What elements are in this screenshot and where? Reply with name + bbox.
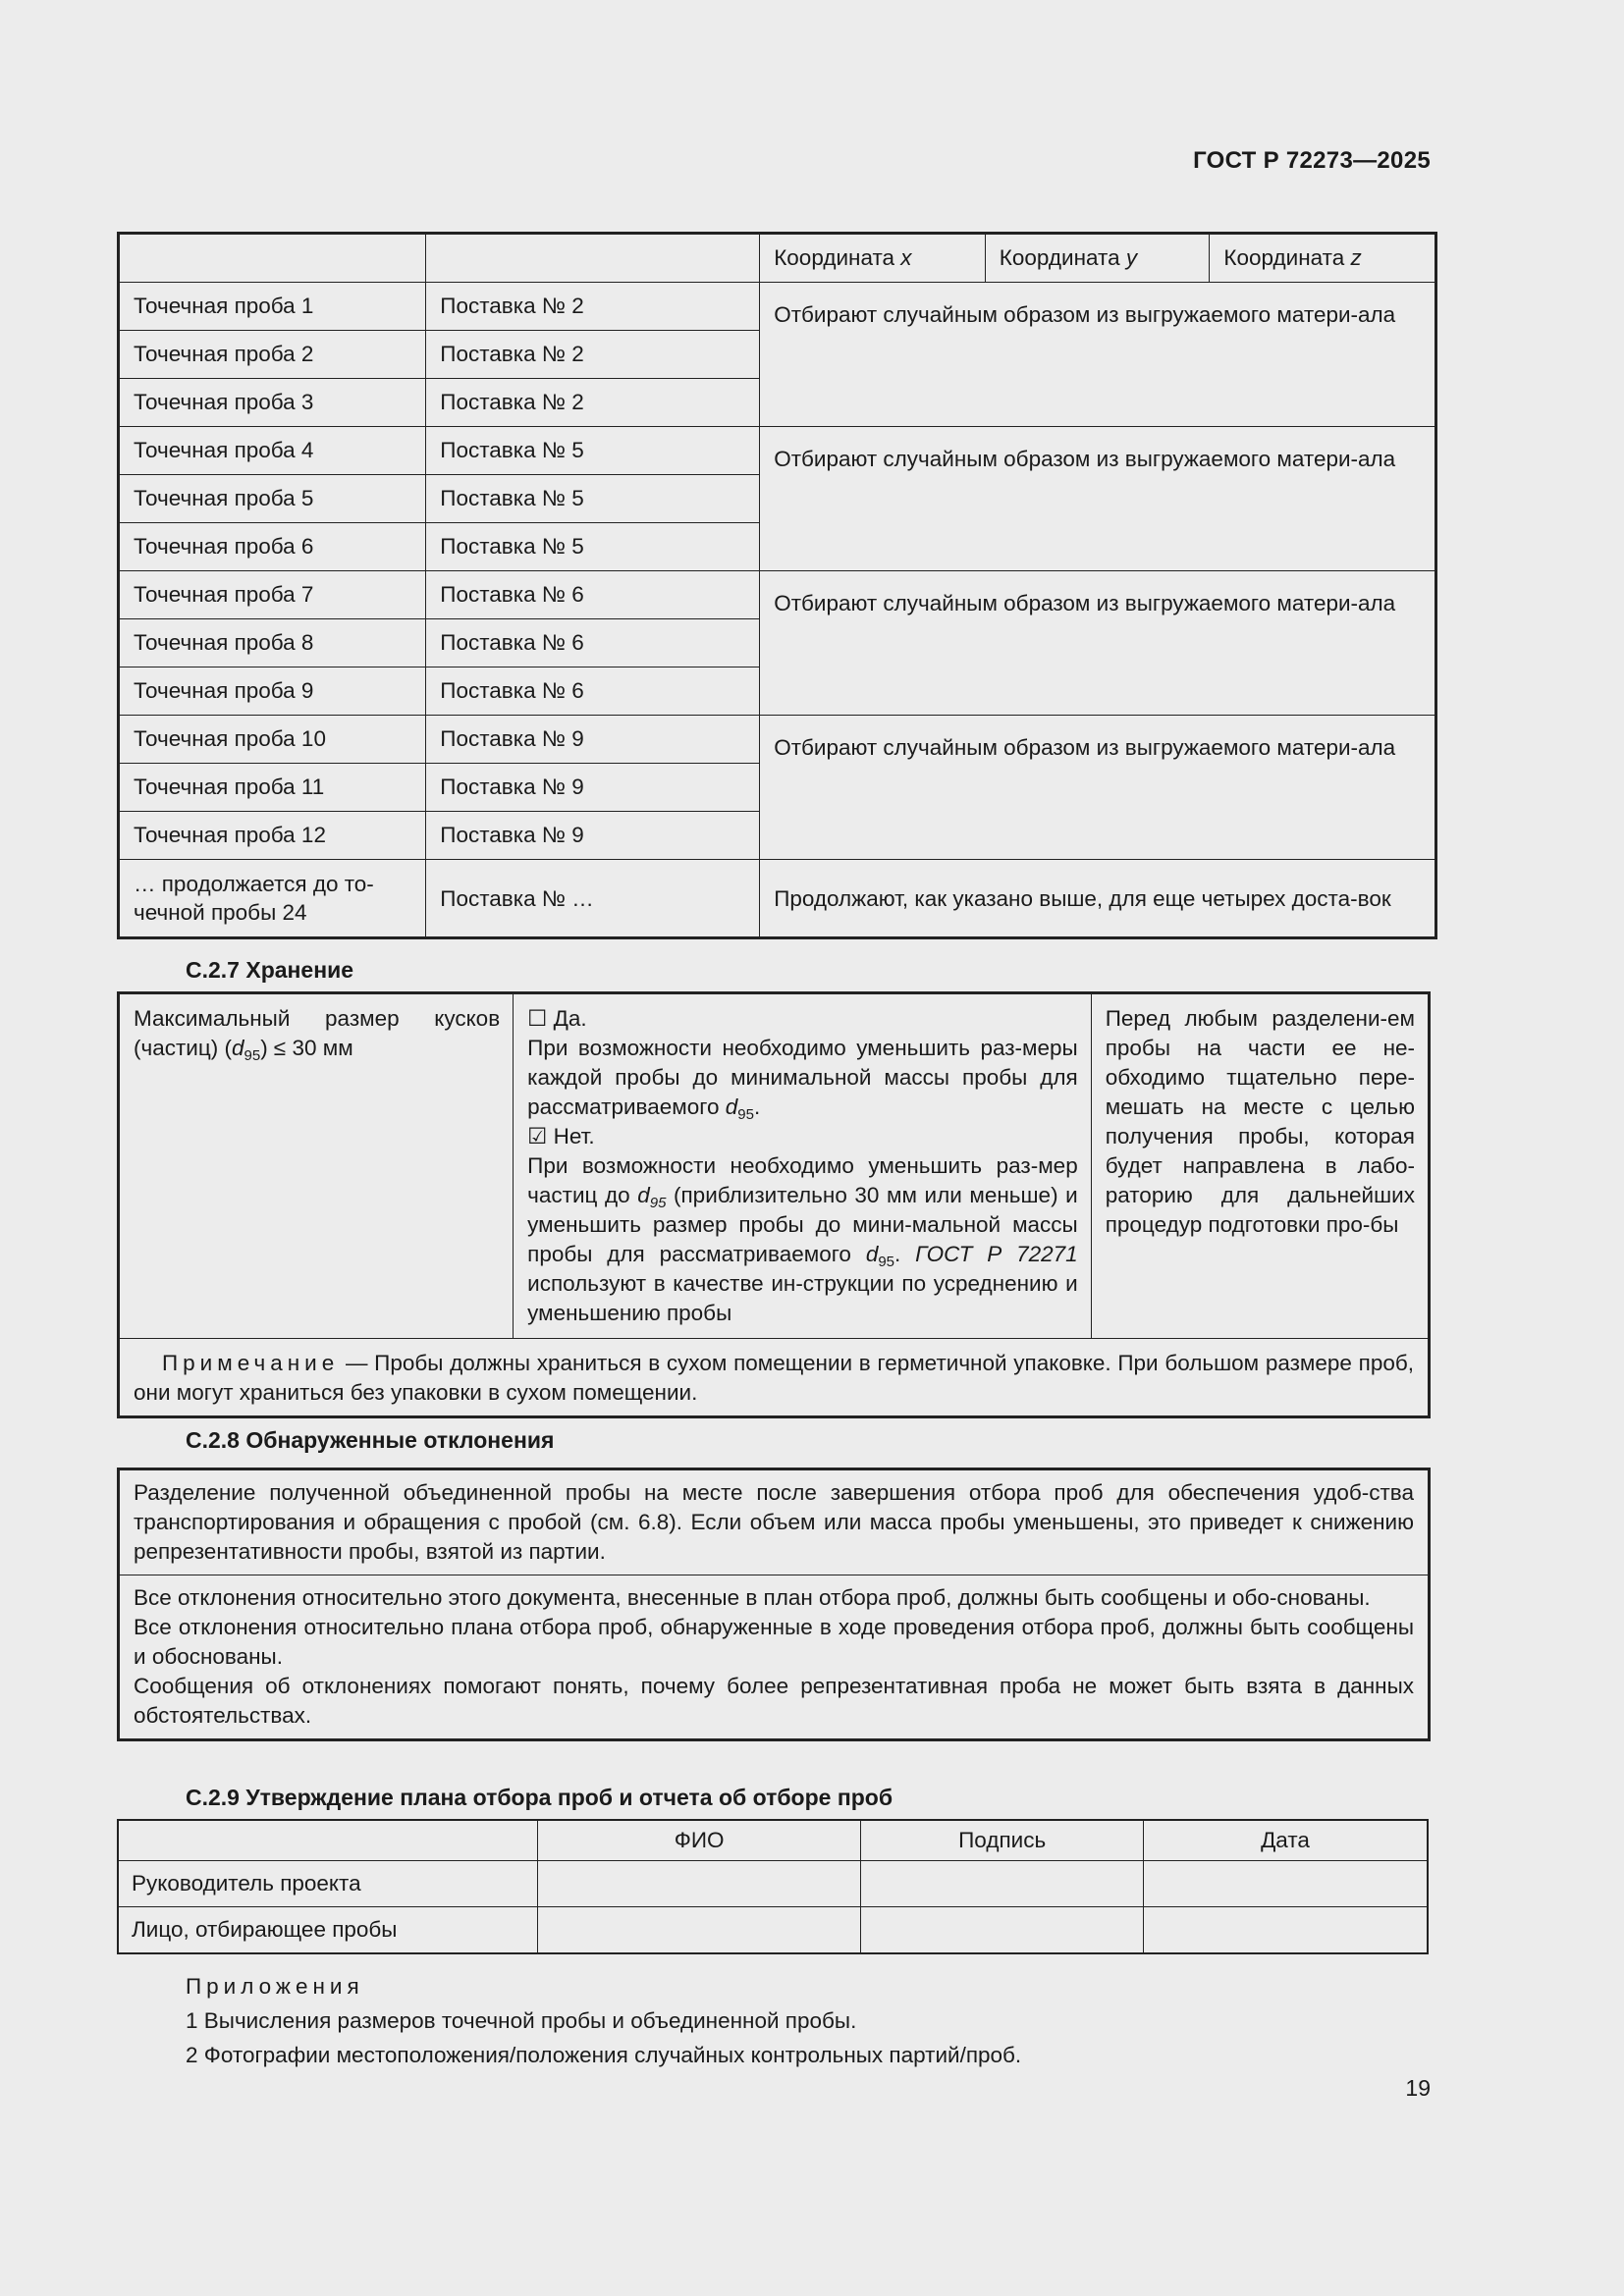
- deviation-rules: Все отклонения относительно этого документа, внесенные в план отбора проб, должны быть сообщены и обо-снованы. Все отклонения относительно плана отбора проб, обнаруженные в ходе проведения отбора проб, должны быть сообщены и обоснованы. Сообщения об отклонениях помогают понять, почему более репрезентативная проба не может быть взята в данных обстоятельствах.: [119, 1575, 1430, 1740]
- sample-name: Точечная проба 7: [119, 571, 426, 619]
- appendix-item: 1 Вычисления размеров точечной пробы и объединенной пробы.: [186, 2008, 857, 2033]
- name-field: [537, 1907, 860, 1954]
- section-title-approval: С.2.9 Утверждение плана отбора проб и отчета об отборе проб: [186, 1785, 893, 1810]
- signature-field: [861, 1861, 1144, 1907]
- sampling-description: Отбирают случайным образом из выгружаемого матери-ала: [760, 427, 1436, 571]
- table-row: [118, 1861, 1428, 1907]
- storage-note: Примечание — Пробы должны храниться в сухом помещении в герметичной упаковке. При большом размере проб, они могут храниться без упаковки в сухом помещении.: [119, 1339, 1430, 1417]
- header-cell-coord-y: Координата y: [985, 234, 1210, 283]
- sample-name: Точечная проба 5: [119, 475, 426, 523]
- name-field: [537, 1861, 860, 1907]
- deviations-table: [117, 1468, 1431, 1741]
- role-label: Руководитель проекта: [118, 1861, 537, 1907]
- table-header-row: [118, 1820, 1428, 1861]
- delivery-name: Поставка № 5: [426, 523, 760, 571]
- section-title-storage: С.2.7 Хранение: [186, 957, 354, 983]
- table-row: [119, 1469, 1430, 1575]
- option-yes: ☐ Да.: [527, 1006, 587, 1031]
- date-field: [1143, 1907, 1428, 1954]
- option-no: ☑ Нет.: [527, 1124, 595, 1148]
- table-row: [119, 860, 1436, 938]
- delivery-name: Поставка № 2: [426, 379, 760, 427]
- sample-name: Точечная проба 9: [119, 667, 426, 716]
- size-options: [514, 993, 1092, 1339]
- table-row: [119, 993, 1430, 1339]
- header-cell-coord-x: Координата x: [760, 234, 986, 283]
- date-field: [1143, 1861, 1428, 1907]
- sampling-description: Отбирают случайным образом из выгружаемого матери-ала: [760, 716, 1436, 860]
- header-cell-date: Дата: [1143, 1820, 1428, 1861]
- header-cell-coord-z: Координата z: [1210, 234, 1436, 283]
- signature-field: [861, 1907, 1144, 1954]
- page-number: 19: [1405, 2075, 1431, 2101]
- sample-name: … продолжается до то-чечной пробы 24: [119, 860, 426, 938]
- table-header-row: [119, 234, 1436, 283]
- sample-name: Точечная проба 11: [119, 764, 426, 812]
- sample-name: Точечная проба 6: [119, 523, 426, 571]
- storage-table: [117, 991, 1431, 1418]
- sampling-description: Продолжают, как указано выше, для еще четырех доста-вок: [760, 860, 1436, 938]
- sample-name: Точечная проба 4: [119, 427, 426, 475]
- delivery-name: Поставка № 5: [426, 427, 760, 475]
- sample-name: Точечная проба 1: [119, 283, 426, 331]
- sample-name: Точечная проба 10: [119, 716, 426, 764]
- header-cell-name: ФИО: [537, 1820, 860, 1861]
- delivery-name: Поставка № 2: [426, 331, 760, 379]
- role-label: Лицо, отбирающее пробы: [118, 1907, 537, 1954]
- section-title-deviations: С.2.8 Обнаруженные отклонения: [186, 1427, 555, 1453]
- appendix-item: 2 Фотографии местоположения/положения случайных контрольных партий/проб.: [186, 2043, 1022, 2067]
- appendix-block: [186, 1969, 1021, 2072]
- appendix-title: Приложения: [186, 1974, 364, 1999]
- delivery-name: Поставка № 9: [426, 812, 760, 860]
- header-cell-empty: [118, 1820, 537, 1861]
- delivery-name: Поставка № 5: [426, 475, 760, 523]
- mixing-instruction: Перед любым разделени-ем пробы на части ее не-обходимо тщательно пере-мешать на месте с целью получения пробы, которая будет направлена в лабо-раторию для дальнейших процедур подготовки про-бы: [1091, 993, 1429, 1339]
- note-row: [119, 1339, 1430, 1417]
- header-cell-signature: Подпись: [861, 1820, 1144, 1861]
- option-no-text: При возможности необходимо уменьшить раз-мер частиц до $d_{95}$ (приблизительно 30 мм или меньше) и уменьшить размер пробы до мини-мальной массы пробы для рассматриваемого $d_{95}$. ГОСТ Р 72271 используют в качестве ин-струкции по усреднению и уменьшению пробы: [527, 1153, 1078, 1325]
- option-yes-text: При возможности необходимо уменьшить раз-меры каждой пробы до минимальной массы пробы для рассматриваемого $d_{95}$.: [527, 1036, 1078, 1123]
- table-row: [119, 1575, 1430, 1740]
- sample-name: Точечная проба 12: [119, 812, 426, 860]
- table-row: [119, 427, 1436, 475]
- table-row: [119, 571, 1436, 619]
- delivery-name: Поставка № 6: [426, 619, 760, 667]
- table-row: [119, 283, 1436, 331]
- delivery-name: Поставка № 9: [426, 764, 760, 812]
- header-cell-empty: [119, 234, 426, 283]
- document-header: ГОСТ Р 72273—2025: [1193, 147, 1431, 174]
- delivery-name: Поставка № 2: [426, 283, 760, 331]
- sample-name: Точечная проба 3: [119, 379, 426, 427]
- table-row: [118, 1907, 1428, 1954]
- sampling-description: Отбирают случайным образом из выгружаемого матери-ала: [760, 283, 1436, 427]
- approval-table: [117, 1819, 1429, 1954]
- sample-name: Точечная проба 2: [119, 331, 426, 379]
- delivery-name: Поставка № …: [426, 860, 760, 938]
- sampling-table: [117, 232, 1437, 939]
- header-cell-empty: [426, 234, 760, 283]
- delivery-name: Поставка № 6: [426, 667, 760, 716]
- sampling-description: Отбирают случайным образом из выгружаемого матери-ала: [760, 571, 1436, 716]
- deviation-description: Разделение полученной объединенной пробы на месте после завершения отбора проб для обеспечения удоб-ства транспортирования и обращения с пробой (см. 6.8). Если объем или масса пробы уменьшены, это приведет к снижению репрезентативности пробы, взятой из партии.: [119, 1469, 1430, 1575]
- delivery-name: Поставка № 6: [426, 571, 760, 619]
- delivery-name: Поставка № 9: [426, 716, 760, 764]
- table-row: [119, 716, 1436, 764]
- sample-name: Точечная проба 8: [119, 619, 426, 667]
- size-criterion: Максимальный размер кусков (частиц) $(d_{95}) \le 30$ мм: [119, 993, 514, 1339]
